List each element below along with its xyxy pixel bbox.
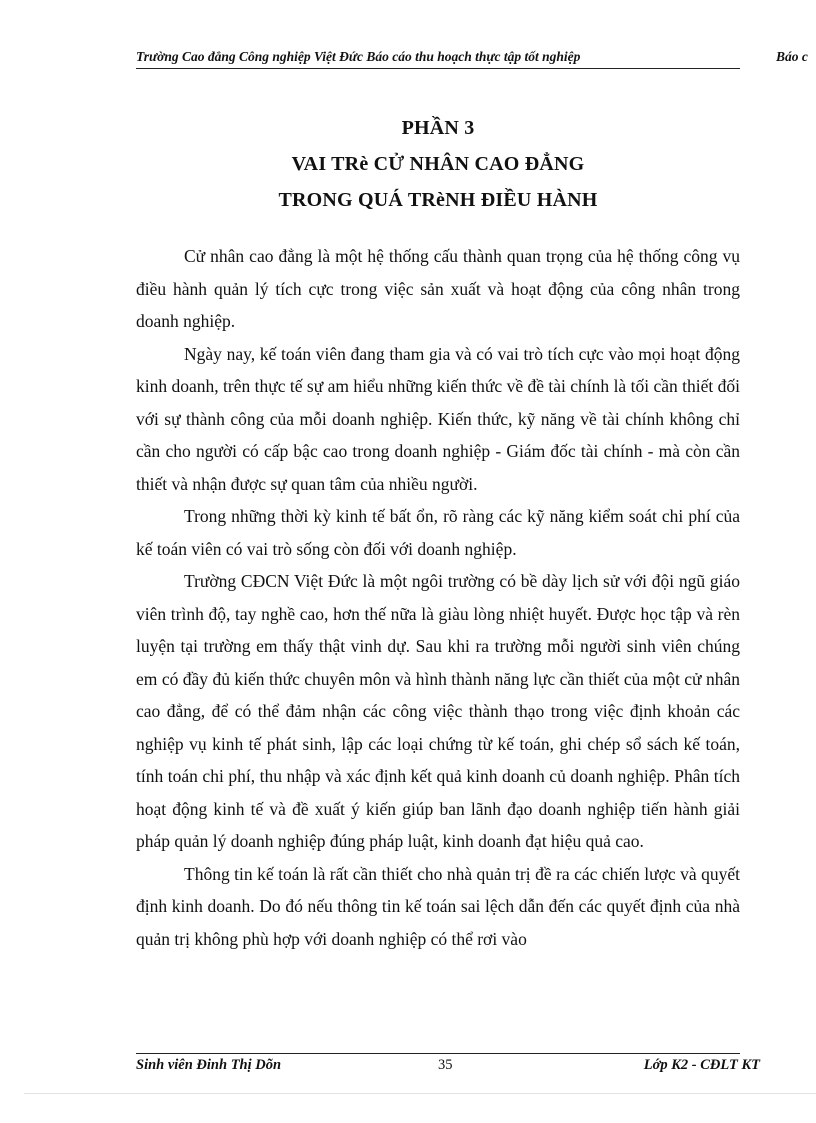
paragraph: Ngày nay, kế toán viên đang tham gia và có vai trò tích cực vào mọi hoạt động kinh doanh, trên thực tế sự am hiểu những kiến thức về đề tài chính là tối cần thiết đối với sự thành công của mỗi doanh nghiệp. Kiến thức, kỹ năng về tài chính không chỉ cần cho người có cấp bậc cao trong doanh nghiệp - Giám đốc tài chính - mà còn cần thiết và nhận được sự quan tâm của nhiều người. — [136, 343, 740, 494]
footer-class-name: Lớp K2 - CĐLT KT — [643, 1057, 760, 1073]
page-number: 35 — [438, 1057, 453, 1073]
header-divider — [136, 68, 740, 69]
paragraph: Cử nhân cao đẳng là một hệ thống cấu thành quan trọng của hệ thống công vụ điều hành quản lý tích cực trong việc sản xuất và hoạt động của công nhân trong doanh nghiệp. — [136, 246, 740, 331]
chapter-title-line-2: TRONG QUÁ TRèNH ĐIỀU HÀNH — [278, 189, 598, 211]
paragraph: Thông tin kế toán là rất cần thiết cho nhà quản trị đề ra các chiến lược và quyết định kinh doanh. Do đó nếu thông tin kế toán sai lệch dẫn đến các quyết định của nhà quản trị không phù hợp với doanh nghiệp có thể rơi vào — [136, 863, 740, 949]
footer-student-name: Sinh viên Đinh Thị Dõn — [136, 1057, 282, 1073]
paragraph: Trường CĐCN Việt Đức là một ngôi trường có bề dày lịch sử với đội ngũ giáo viên trình độ, tay nghề cao, hơn thế nữa là giàu lòng nhiệt huyết. Được học tập và rèn luyện tại trường em thấy thật vinh dự. Sau khi ra trường mỗi người sinh viên chúng em có đầy đủ kiến thức chuyên môn và hình thành năng lực cần thiết của một cử nhân cao đẳng, để có thể đảm nhận các công việc thành thạo trong việc định khoản các nghiệp vụ kinh tế phát sinh, lập các loại chứng từ kế toán, ghi chép sổ sách kế toán, tính toán chi phí, thu nhập và xác định kết quả kinh doanh củ doanh nghiệp. Phân tích hoạt động kinh tế và đề xuất ý kiến giúp ban lãnh đạo doanh nghiệp tiến hành giải pháp quản lý doanh nghiệp đúng pháp luật, kinh doanh đạt hiệu quả cao. — [136, 571, 740, 851]
header-right-text: Báo c — [776, 49, 808, 64]
footer-divider — [136, 1053, 740, 1054]
chapter-title-line-1: VAI TRè CỬ NHÂN CAO ĐẲNG — [291, 153, 585, 175]
page-bottom-divider — [24, 1093, 816, 1094]
header-left-text: Trường Cao đẳng Công nghiệp Việt Đức Báo cáo thu hoạch thực tập tốt nghiệp — [136, 49, 581, 64]
body-text — [136, 240, 740, 955]
page-footer — [136, 1057, 760, 1079]
part-title: PHẦN 3 — [401, 117, 475, 139]
paragraph: Trong những thời kỳ kinh tế bất ổn, rõ ràng các kỹ năng kiểm soát chi phí của kế toán viên có vai trò sống còn đối với doanh nghiệp. — [136, 506, 740, 559]
